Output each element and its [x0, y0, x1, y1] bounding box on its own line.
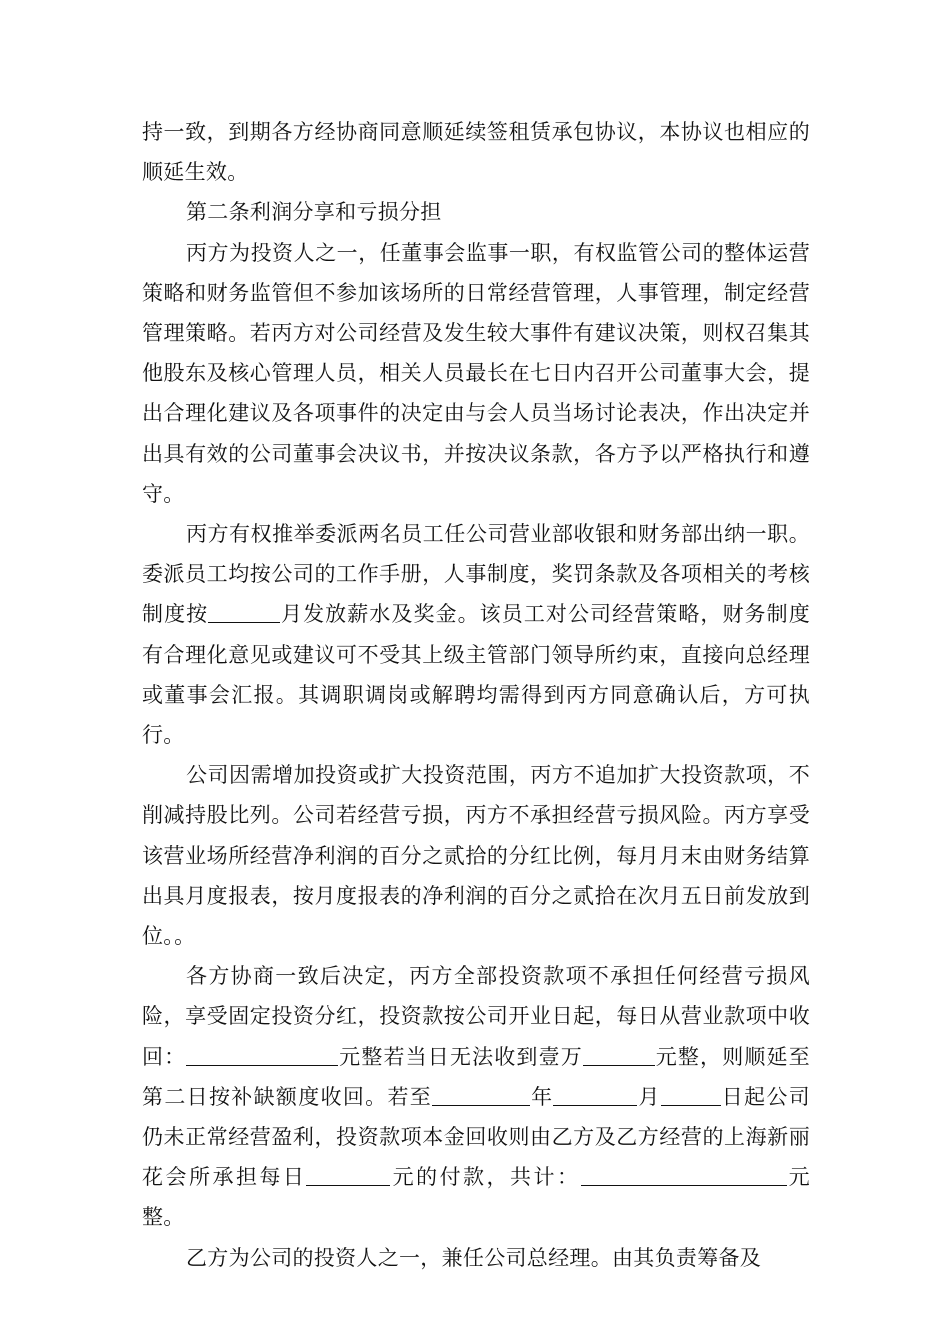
text-segment: 年 [530, 1084, 554, 1109]
blank-field [186, 1044, 338, 1066]
text-segment: 元整。 [142, 1165, 810, 1230]
text-segment: 元的付款，共计： [390, 1165, 581, 1190]
blank-field [208, 601, 280, 623]
blank-field [581, 1164, 679, 1186]
paragraph-staff-appointment [142, 514, 810, 755]
text-segment: 各方协商一致后决定，丙方全部投资款项不承担任何经营亏损风险，享受固定投资分红，投资款按公司开业日起，每日从营业款项中收回： [142, 964, 810, 1069]
document-page [142, 112, 810, 1278]
text-segment: 月 [637, 1084, 661, 1109]
section-heading: 第二条利润分享和亏损分担 [186, 200, 442, 225]
blank-field [553, 1084, 637, 1106]
paragraph-profit-share: 公司因需增加投资或扩大投资范围，丙方不追加扩大投资款项，不削减持股比列。公司若经营亏损，丙方不承担经营亏损风险。丙方享受该营业场所经营净利润的百分之贰拾的分红比例，每月月末由财务结算出具月度报表，按月度报表的净利润的百分之贰拾在次月五日前发放到位。。 [142, 763, 810, 949]
blank-field [661, 1084, 721, 1106]
text-segment: 元整，则顺延至第二日按补缺额度收回。若至 [142, 1044, 810, 1109]
blank-field [583, 1044, 655, 1066]
paragraph-continuation: 持一致，到期各方经协商同意顺延续签租赁承包协议，本协议也相应的顺延生效。 [142, 120, 810, 185]
text-segment: 丙方有权推举委派两名员工任公司营业部收银和财务部出纳一职。委派员工均按公司的工作手册，人事制度，奖罚条款及各项相关的考核制度按 [142, 522, 810, 627]
blank-field [306, 1164, 390, 1186]
text-segment: 月发放薪水及奖金。该员工对公司经营策略，财务制度有合理化意见或建议可不受其上级主管部门领导所约束，直接向总经理或董事会汇报。其调职调岗或解聘均需得到丙方同意确认后，方可执行。 [142, 602, 811, 748]
paragraph-investment-return [142, 956, 810, 1237]
blank-field [432, 1084, 530, 1106]
paragraph-supervisor-rights: 丙方为投资人之一，任董事会监事一职，有权监管公司的整体运营策略和财务监管但不参加该场所的日常经营管理，人事管理，制定经营管理策略。若丙方对公司经营及发生较大事件有建议决策，则权召集其他股东及核心管理人员，相关人员最长在七日内召开公司董事大会，提出合理化建议及各项事件的决定由与会人员当场讨论表决，作出决定并出具有效的公司董事会决议书，并按决议条款，各方予以严格执行和遵守。 [142, 240, 810, 506]
blank-field [679, 1164, 787, 1186]
text-segment: 日起公司仍未正常经营盈利，投资款项本金回收则由乙方及乙方经营的上海新丽花会所承担每日 [142, 1084, 810, 1190]
paragraph-manager-role: 乙方为公司的投资人之一，兼任公司总经理。由其负责筹备及 [186, 1245, 762, 1270]
text-segment: 元整若当日无法收到壹万 [338, 1044, 583, 1069]
